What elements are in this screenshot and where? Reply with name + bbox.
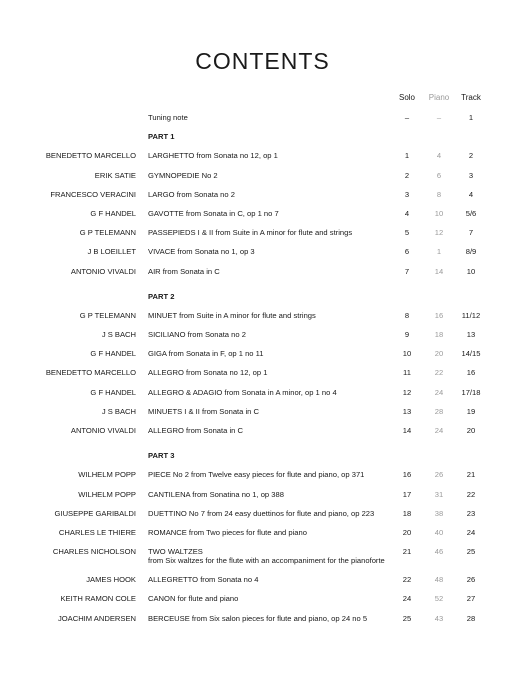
contents-row bbox=[0, 570, 525, 589]
contents-row bbox=[0, 262, 525, 281]
piece-subtitle: from Six waltzes for the flute with an accompaniment for the pianoforte bbox=[148, 556, 385, 566]
composer-name: KEITH RAMON COLE bbox=[60, 594, 136, 604]
piece-title bbox=[148, 570, 258, 589]
solo-page-number: 12 bbox=[402, 387, 412, 397]
piece-title bbox=[148, 185, 235, 204]
composer-name: G F HANDEL bbox=[90, 387, 136, 397]
piece-title-text: ALLEGRO from Sonata in C bbox=[148, 426, 243, 435]
piece-title-text: MINUET from Suite in A minor for flute and strings bbox=[148, 310, 316, 320]
solo-page-number: 5 bbox=[404, 228, 410, 238]
tuning-track: 1 bbox=[468, 113, 474, 122]
composer-name: G F HANDEL bbox=[90, 208, 136, 218]
contents-row bbox=[0, 185, 525, 204]
piece-title bbox=[148, 262, 220, 281]
piece-title-text: ALLEGRO from Sonata no 12, op 1 bbox=[148, 368, 268, 378]
part-label: PART 3 bbox=[148, 451, 175, 461]
piece-title-text: TWO WALTZES bbox=[148, 547, 203, 557]
part-heading bbox=[0, 127, 525, 146]
solo-page-number: 21 bbox=[402, 547, 412, 557]
solo-page-number: 18 bbox=[402, 508, 412, 518]
composer-name: FRANCESCO VERACINI bbox=[50, 189, 136, 199]
column-header-solo: Solo bbox=[398, 93, 415, 102]
contents-row bbox=[0, 383, 525, 402]
solo-page-number: 8 bbox=[404, 310, 410, 320]
composer-name: G P TELEMANN bbox=[79, 228, 136, 238]
track-number: 27 bbox=[466, 594, 476, 604]
composer-name: J S BACH bbox=[101, 330, 136, 340]
part-heading bbox=[0, 446, 525, 465]
composer-name: ANTONIO VIVALDI bbox=[70, 266, 136, 276]
track-number: 26 bbox=[466, 575, 476, 585]
composer-name: GIUSEPPE GARIBALDI bbox=[54, 508, 136, 518]
piece-title bbox=[148, 485, 284, 504]
piano-page-number: 40 bbox=[434, 527, 444, 537]
piece-title-text: ALLEGRETTO from Sonata no 4 bbox=[148, 575, 259, 585]
composer-name: CHARLES NICHOLSON bbox=[52, 547, 136, 557]
track-number: 11/12 bbox=[461, 310, 481, 320]
solo-page-number: 16 bbox=[402, 470, 412, 480]
part-heading bbox=[0, 287, 525, 306]
piece-title bbox=[148, 223, 352, 242]
solo-page-number: 14 bbox=[402, 426, 412, 435]
solo-page-number: 3 bbox=[404, 189, 410, 199]
track-number: 13 bbox=[466, 330, 476, 340]
piece-title bbox=[148, 523, 307, 542]
track-number: 14/15 bbox=[461, 349, 481, 359]
track-number: 21 bbox=[466, 470, 476, 480]
solo-page-number: 11 bbox=[403, 368, 411, 378]
piece-title bbox=[148, 402, 259, 421]
piece-title-text: PASSEPIEDS I & II from Suite in A minor for flute and strings bbox=[148, 228, 353, 238]
piece-title bbox=[148, 542, 385, 565]
contents-row bbox=[0, 485, 525, 504]
piece-title-text: BERCEUSE from Six salon pieces for flute and piano, op 24 no 5 bbox=[148, 613, 368, 623]
piece-title-text: LARGHETTO from Sonata no 12, op 1 bbox=[148, 151, 278, 161]
piano-page-number: 6 bbox=[436, 170, 442, 180]
composer-name: ANTONIO VIVALDI bbox=[70, 426, 136, 435]
track-number: 19 bbox=[466, 406, 476, 416]
contents-row bbox=[0, 166, 525, 185]
track-number: 5/6 bbox=[465, 208, 477, 218]
piece-title bbox=[148, 306, 316, 325]
composer-name: G F HANDEL bbox=[90, 349, 136, 359]
track-number: 16 bbox=[466, 368, 476, 378]
composer-name: JOACHIM ANDERSEN bbox=[57, 613, 136, 623]
solo-page-number: 22 bbox=[402, 575, 412, 585]
piano-page-number: 43 bbox=[434, 613, 444, 623]
solo-page-number: 2 bbox=[404, 170, 410, 180]
contents-row bbox=[0, 504, 525, 523]
composer-name: ERIK SATIE bbox=[94, 170, 136, 180]
contents-row bbox=[0, 204, 525, 223]
piece-title-text: CANTILENA from Sonatina no 1, op 388 bbox=[148, 489, 284, 499]
solo-page-number: 20 bbox=[402, 527, 412, 537]
contents-row bbox=[0, 523, 525, 542]
piano-page-number: 24 bbox=[434, 387, 444, 397]
piano-page-number: 28 bbox=[434, 406, 444, 416]
composer-name: CHARLES LE THIERE bbox=[58, 527, 136, 537]
piece-title bbox=[148, 204, 279, 223]
composer-name: BENEDETTO MARCELLO bbox=[45, 368, 136, 378]
tuning-solo: – bbox=[404, 113, 410, 122]
column-header-piano: Piano bbox=[428, 93, 450, 102]
piece-title bbox=[148, 146, 278, 165]
piece-title-text: ALLEGRO & ADAGIO from Sonata in A minor, op 1 no 4 bbox=[148, 387, 337, 397]
composer-name: JAMES HOOK bbox=[86, 575, 136, 585]
contents-row bbox=[0, 542, 525, 570]
piano-page-number: 1 bbox=[436, 247, 442, 257]
track-number: 20 bbox=[466, 426, 476, 435]
part-label: PART 1 bbox=[148, 132, 175, 142]
piano-page-number: 26 bbox=[434, 470, 444, 480]
piece-title bbox=[148, 383, 337, 402]
solo-page-number: 17 bbox=[402, 489, 412, 499]
piano-page-number: 8 bbox=[436, 189, 442, 199]
composer-name: G P TELEMANN bbox=[79, 310, 136, 320]
contents-row bbox=[0, 223, 525, 242]
composer-name: J B LOEILLET bbox=[87, 247, 136, 257]
piece-title-text: VIVACE from Sonata no 1, op 3 bbox=[148, 247, 255, 257]
piece-title-text: GAVOTTE from Sonata in C, op 1 no 7 bbox=[148, 208, 279, 218]
composer-name: WILHELM POPP bbox=[78, 489, 136, 499]
contents-row bbox=[0, 402, 525, 421]
tuning-label: Tuning note bbox=[148, 113, 188, 122]
piece-title bbox=[148, 325, 246, 344]
track-number: 2 bbox=[468, 151, 474, 161]
track-number: 25 bbox=[466, 547, 476, 557]
tuning-row bbox=[0, 108, 525, 127]
composer-name: WILHELM POPP bbox=[78, 470, 136, 480]
track-number: 17/18 bbox=[461, 387, 481, 397]
column-header-track: Track bbox=[461, 93, 481, 102]
piece-title bbox=[148, 363, 267, 382]
piano-page-number: 16 bbox=[434, 310, 444, 320]
contents-row bbox=[0, 325, 525, 344]
track-number: 3 bbox=[468, 170, 474, 180]
piece-title-text: GIGA from Sonata in F, op 1 no 11 bbox=[148, 349, 264, 359]
piano-page-number: 4 bbox=[436, 151, 442, 161]
part-label: PART 2 bbox=[148, 291, 175, 301]
track-number: 7 bbox=[468, 228, 474, 238]
contents-row bbox=[0, 344, 525, 363]
track-number: 10 bbox=[466, 266, 476, 276]
piece-title-text: AIR from Sonata in C bbox=[148, 266, 220, 276]
contents-row bbox=[0, 609, 525, 628]
piece-title bbox=[148, 421, 243, 440]
piano-page-number: 10 bbox=[434, 208, 444, 218]
piece-title-text: GYMNOPEDIE No 2 bbox=[148, 170, 218, 180]
piece-title bbox=[148, 609, 367, 628]
piano-page-number: 22 bbox=[434, 368, 444, 378]
track-number: 8/9 bbox=[465, 247, 477, 257]
piece-title-text: LARGO from Sonata no 2 bbox=[148, 189, 235, 199]
solo-page-number: 24 bbox=[402, 594, 412, 604]
piano-page-number: 14 bbox=[434, 266, 444, 276]
piece-title-text: MINUETS I & II from Sonata in C bbox=[148, 406, 259, 416]
track-number: 24 bbox=[466, 527, 476, 537]
contents-row bbox=[0, 242, 525, 261]
piano-page-number: 52 bbox=[434, 594, 444, 604]
contents-list bbox=[0, 108, 525, 628]
page-title: CONTENTS bbox=[195, 48, 330, 74]
piece-title bbox=[148, 465, 364, 484]
solo-page-number: 6 bbox=[404, 247, 410, 257]
piece-title-text: CANON for flute and piano bbox=[148, 594, 239, 604]
piano-page-number: 48 bbox=[434, 575, 444, 585]
contents-row bbox=[0, 363, 525, 382]
solo-page-number: 4 bbox=[404, 208, 410, 218]
tuning-piano: – bbox=[436, 113, 442, 122]
piano-page-number: 38 bbox=[434, 508, 444, 518]
composer-name: BENEDETTO MARCELLO bbox=[45, 151, 136, 161]
piano-page-number: 31 bbox=[434, 489, 444, 499]
piece-title bbox=[148, 344, 264, 363]
track-number: 4 bbox=[468, 189, 474, 199]
piece-title-text: ROMANCE from Two pieces for flute and piano bbox=[148, 527, 307, 537]
solo-page-number: 7 bbox=[404, 266, 410, 276]
solo-page-number: 1 bbox=[404, 151, 410, 161]
contents-row bbox=[0, 306, 525, 325]
track-number: 22 bbox=[466, 489, 476, 499]
solo-page-number: 25 bbox=[402, 613, 412, 623]
contents-row bbox=[0, 465, 525, 484]
piano-page-number: 24 bbox=[434, 426, 444, 435]
solo-page-number: 13 bbox=[402, 406, 412, 416]
solo-page-number: 10 bbox=[402, 349, 412, 359]
contents-row bbox=[0, 421, 525, 440]
contents-row bbox=[0, 146, 525, 165]
piece-title bbox=[148, 589, 238, 608]
piano-page-number: 18 bbox=[434, 330, 444, 340]
piano-page-number: 46 bbox=[434, 547, 444, 557]
piano-page-number: 20 bbox=[434, 349, 444, 359]
track-number: 23 bbox=[466, 508, 476, 518]
piece-title bbox=[148, 504, 374, 523]
piece-title bbox=[148, 166, 218, 185]
piano-page-number: 12 bbox=[434, 228, 444, 238]
piece-title-text: SICILIANO from Sonata no 2 bbox=[148, 330, 246, 340]
solo-page-number: 9 bbox=[404, 330, 410, 340]
composer-name: J S BACH bbox=[101, 406, 136, 416]
piece-title-text: PIECE No 2 from Twelve easy pieces for flute and piano, op 371 bbox=[148, 470, 365, 480]
track-number: 28 bbox=[466, 613, 476, 623]
piece-title-text: DUETTINO No 7 from 24 easy duettinos for flute and piano, op 223 bbox=[148, 508, 375, 518]
contents-row bbox=[0, 589, 525, 608]
piece-title bbox=[148, 242, 255, 261]
